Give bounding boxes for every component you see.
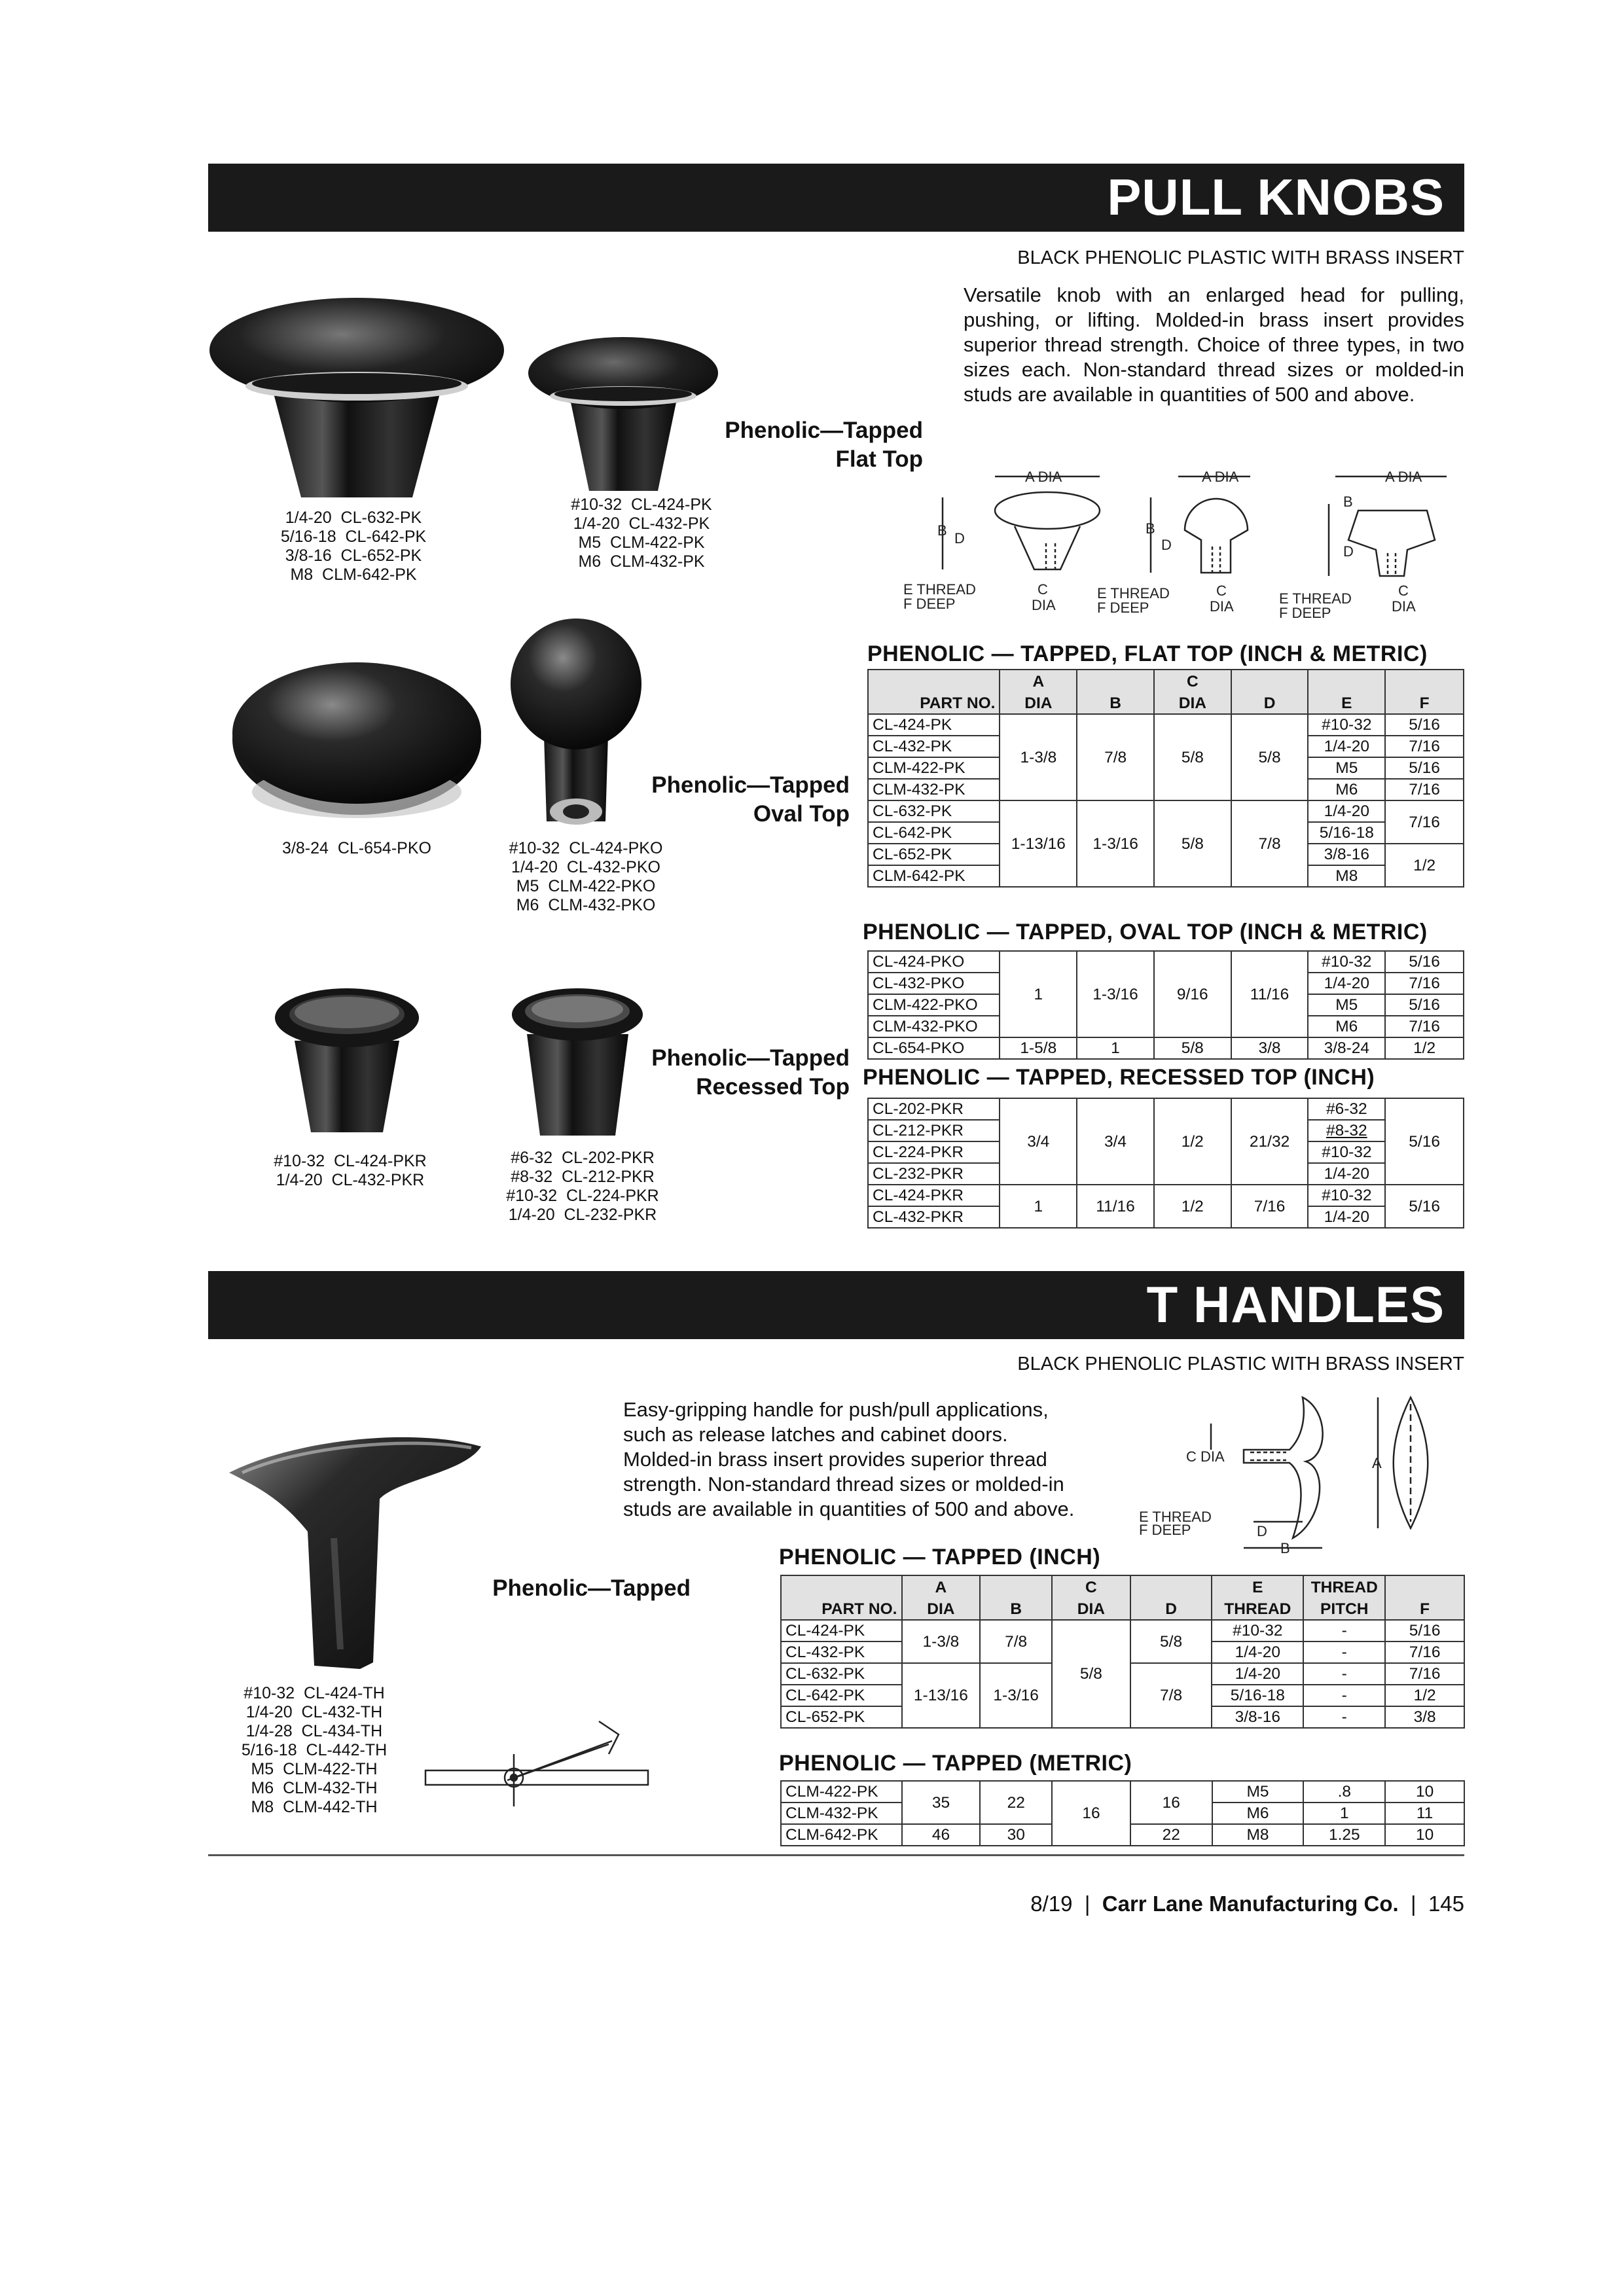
f-cell: 5/16 — [1385, 1620, 1464, 1641]
b-label: B — [1343, 493, 1353, 510]
b-label: B — [937, 522, 947, 539]
header-cell — [1385, 670, 1464, 692]
b-cell: 30 — [980, 1824, 1052, 1846]
dia-label: DIA — [1210, 598, 1234, 615]
part-number: CLM-432-PKO — [868, 1016, 1000, 1037]
e-cell: #10-32 — [1308, 714, 1385, 736]
a-label: A — [1372, 1455, 1382, 1471]
f-cell: 7/16 — [1385, 736, 1464, 757]
flat-top-caption — [687, 416, 923, 474]
product-description: Versatile knob with an enlarged head for pulling, pushing, or lifting. Molded-in brass insert provides superior thread strength. Choice of three types, in two sizes each. Non-standard thread sizes or molded-in studs are available in quantities of 500 and above. — [964, 283, 1464, 406]
table-row — [868, 951, 1464, 973]
page-footer — [1030, 1892, 1464, 1916]
pitch-cell: - — [1303, 1641, 1385, 1663]
page-number: 145 — [1428, 1892, 1464, 1916]
part-number: CL-202-PKR — [868, 1098, 1000, 1120]
b-cell: 3/4 — [1077, 1098, 1154, 1185]
header-cell: D — [1130, 1598, 1212, 1620]
section-title: T HANDLES — [1146, 1276, 1445, 1333]
header-row — [781, 1575, 1464, 1598]
dia-label: DIA — [1392, 598, 1416, 615]
pitch-cell: - — [1303, 1706, 1385, 1728]
part-number: CL-212-PKR — [868, 1120, 1000, 1141]
header-cell: B — [1077, 692, 1154, 714]
e-thread-label: E THREAD — [1097, 585, 1170, 601]
header-cell: PART NO. — [868, 692, 1000, 714]
f-cell: 10 — [1385, 1824, 1464, 1846]
flat-top-table-title: PHENOLIC — TAPPED, FLAT TOP (INCH & METRIC) — [867, 641, 1428, 666]
t-handle-metric-table-title: PHENOLIC — TAPPED (METRIC) — [779, 1751, 1132, 1776]
c-dia-cell: 5/8 — [1154, 1037, 1231, 1059]
t-handle-caption: Phenolic—Tapped — [492, 1575, 691, 1601]
header-cell: A — [902, 1575, 981, 1598]
header-cell: A — [1000, 670, 1077, 692]
f-cell: 7/16 — [1385, 1663, 1464, 1685]
part-number: CLM-432-PK — [781, 1803, 902, 1824]
e-cell: 3/8-16 — [1308, 844, 1385, 865]
footer-rule — [208, 1854, 1464, 1856]
pitch-cell: .8 — [1303, 1781, 1385, 1803]
header-cell: C — [1052, 1575, 1130, 1598]
e-thread-label: E THREAD — [1279, 590, 1352, 607]
a-dia-cell: 1 — [1000, 1185, 1077, 1228]
part-number: CL-642-PK — [868, 822, 1000, 844]
footer-separator: | — [1084, 1892, 1091, 1916]
t-handle-inch-table-title: PHENOLIC — TAPPED (INCH) — [779, 1545, 1101, 1570]
d-cell: 22 — [1130, 1824, 1212, 1846]
a-dia-cell: 3/4 — [1000, 1098, 1077, 1185]
e-cell: 1/4-20 — [1212, 1641, 1303, 1663]
f-cell: 3/8 — [1385, 1706, 1464, 1728]
recessed-top-large-part-list: #10-32 CL-424-PKR 1/4-20 CL-432-PKR — [274, 1152, 427, 1189]
dia-label: DIA — [1032, 597, 1056, 613]
e-cell: #10-32 — [1308, 1141, 1385, 1163]
part-number: CL-224-PKR — [868, 1141, 1000, 1163]
e-cell: 1/4-20 — [1308, 736, 1385, 757]
e-thread-label: E THREAD — [903, 581, 976, 598]
e-cell: M6 — [1308, 779, 1385, 800]
d-cell: 7/16 — [1231, 1185, 1308, 1228]
flat-top-diagram — [903, 469, 1100, 613]
pitch-cell: - — [1303, 1663, 1385, 1685]
table-row — [868, 1037, 1464, 1059]
caption-line-1: Phenolic—Tapped — [651, 1045, 850, 1071]
d-cell: 3/8 — [1231, 1037, 1308, 1059]
f-cell: 10 — [1385, 1781, 1464, 1803]
a-dia-cell: 1-3/8 — [1000, 714, 1077, 800]
table-row — [868, 1185, 1464, 1206]
e-cell: M6 — [1212, 1803, 1304, 1824]
part-number: CL-642-PK — [781, 1685, 902, 1706]
header-cell: F — [1385, 692, 1464, 714]
t-handle-photo — [216, 1401, 491, 1676]
caption-line-1: Phenolic—Tapped — [651, 772, 850, 798]
part-number: CL-424-PK — [781, 1620, 902, 1641]
pitch-cell: 1 — [1303, 1803, 1385, 1824]
f-cell: 1/2 — [1385, 1037, 1464, 1059]
a-dia-label: A DIA — [1025, 469, 1062, 485]
e-cell: #10-32 — [1212, 1620, 1303, 1641]
pitch-cell: 1.25 — [1303, 1824, 1385, 1846]
part-number: CLM-432-PK — [868, 779, 1000, 800]
e-cell: 1/4-20 — [1308, 800, 1385, 822]
c-dia-cell: 1/2 — [1154, 1098, 1231, 1185]
c-dia-cell: 5/8 — [1154, 800, 1231, 887]
flat-top-large-part-list: 1/4-20 CL-632-PK 5/16-18 CL-642-PK 3/8-16 CL-652-PK M8 CLM-642-PK — [280, 509, 427, 584]
part-number: CL-652-PK — [868, 844, 1000, 865]
header-cell: PART NO. — [781, 1598, 902, 1620]
c-dia-label: C DIA — [1186, 1448, 1225, 1465]
recessed-top-table-title: PHENOLIC — TAPPED, RECESSED TOP (INCH) — [863, 1065, 1375, 1090]
flat-top-knob-large-photo — [203, 288, 511, 504]
oval-top-diagram — [1097, 469, 1250, 616]
t-handle-dimension-diagram — [1139, 1384, 1466, 1561]
pull-knobs-banner — [208, 164, 1464, 232]
f-deep-label: F DEEP — [1139, 1522, 1191, 1538]
part-number: CL-652-PK — [781, 1706, 902, 1728]
part-number: CL-424-PKO — [868, 951, 1000, 973]
f-cell: 1/2 — [1385, 844, 1464, 887]
a-dia-cell: 1-3/8 — [902, 1620, 981, 1663]
c-label: C — [1038, 581, 1048, 598]
header-cell — [980, 1575, 1052, 1598]
b-cell: 1-3/16 — [1077, 800, 1154, 887]
header-cell — [1231, 670, 1308, 692]
e-cell: 1/4-20 — [1308, 973, 1385, 994]
oval-top-table-title: PHENOLIC — TAPPED, OVAL TOP (INCH & METRIC) — [863, 920, 1428, 944]
table-row — [781, 1620, 1464, 1641]
table-row — [868, 800, 1464, 822]
header-cell: THREAD — [1212, 1598, 1303, 1620]
d-cell: 11/16 — [1231, 951, 1308, 1037]
section-subtitle: BLACK PHENOLIC PLASTIC WITH BRASS INSERT — [1017, 1354, 1464, 1374]
b-cell: 1-3/16 — [1077, 951, 1154, 1037]
header-cell: D — [1231, 692, 1308, 714]
b-cell: 1-3/16 — [980, 1663, 1052, 1728]
c-dia-cell: 1/2 — [1154, 1185, 1231, 1228]
part-number: CLM-642-PK — [868, 865, 1000, 887]
e-cell: 1/4-20 — [1308, 1163, 1385, 1185]
recessed-top-caption — [589, 1044, 850, 1102]
part-number: CLM-422-PK — [781, 1781, 902, 1803]
header-cell: DIA — [1000, 692, 1077, 714]
header-cell: B — [980, 1598, 1052, 1620]
caption-line-2: Oval Top — [753, 801, 850, 827]
part-number: CL-632-PK — [781, 1663, 902, 1685]
flat-top-spec-table — [867, 669, 1464, 888]
e-cell: M5 — [1212, 1781, 1304, 1803]
e-cell: M6 — [1308, 1016, 1385, 1037]
f-cell: 7/16 — [1385, 779, 1464, 800]
d-cell: 5/8 — [1130, 1620, 1212, 1663]
header-cell: E — [1212, 1575, 1303, 1598]
header-cell: DIA — [1154, 692, 1231, 714]
part-number: CL-432-PKO — [868, 973, 1000, 994]
e-cell: 5/16-18 — [1308, 822, 1385, 844]
d-label: D — [954, 530, 965, 547]
header-cell — [1385, 1575, 1464, 1598]
f-cell: 7/16 — [1385, 1016, 1464, 1037]
header-cell: DIA — [1052, 1598, 1130, 1620]
t-handle-part-list: #10-32 CL-424-TH 1/4-20 CL-432-TH 1/4-28 CL-434-TH 5/16-18 CL-442-TH M5 CLM-422-TH M6 CLM-432-TH M8 CLM-442-TH — [241, 1684, 388, 1816]
e-cell: 5/16-18 — [1212, 1685, 1303, 1706]
f-deep-label: F DEEP — [1279, 605, 1331, 621]
part-number: CL-432-PK — [868, 736, 1000, 757]
header-cell: F — [1385, 1598, 1464, 1620]
pull-knob-dimension-diagrams — [903, 458, 1473, 628]
part-number: CL-432-PK — [781, 1641, 902, 1663]
header-cell — [781, 1575, 902, 1598]
part-number: CL-432-PKR — [868, 1206, 1000, 1228]
f-cell: 1/2 — [1385, 1685, 1464, 1706]
c-dia-cell: 5/8 — [1052, 1620, 1130, 1728]
d-cell: 7/8 — [1130, 1663, 1212, 1728]
footer-date: 8/19 — [1030, 1892, 1073, 1916]
part-number: CLM-422-PKO — [868, 994, 1000, 1016]
recessed-top-knob-large-photo — [272, 978, 422, 1136]
caption-line-1: Phenolic—Tapped — [725, 418, 923, 443]
a-dia-cell: 1 — [1000, 951, 1077, 1037]
pitch-cell: - — [1303, 1620, 1385, 1641]
d-cell: 16 — [1130, 1781, 1212, 1824]
f-cell: 11 — [1385, 1803, 1464, 1824]
recessed-top-spec-table — [867, 1098, 1464, 1229]
header-row — [868, 692, 1464, 714]
t-handle-metric-spec-table — [780, 1780, 1465, 1846]
part-number: CL-424-PK — [868, 714, 1000, 736]
footer-company: Carr Lane Manufacturing Co. — [1102, 1892, 1399, 1916]
b-cell: 22 — [980, 1781, 1052, 1824]
product-description: Easy-gripping handle for push/pull applications, such as release latches and cabinet doors. Molded-in brass insert provides superior thread strength. Non-standard thread sizes or molded-in studs are available in quantities of 500 and above. — [623, 1398, 1075, 1520]
f-cell: 5/16 — [1385, 1098, 1464, 1185]
f-cell: 5/16 — [1385, 1185, 1464, 1228]
part-number: CL-232-PKR — [868, 1163, 1000, 1185]
f-cell: 5/16 — [1385, 951, 1464, 973]
caption-line-2: Flat Top — [835, 446, 923, 472]
part-number: CLM-642-PK — [781, 1824, 902, 1846]
part-number: CL-632-PK — [868, 800, 1000, 822]
d-cell: 21/32 — [1231, 1098, 1308, 1185]
e-cell: #6-32 — [1308, 1098, 1385, 1120]
e-cell: M5 — [1308, 757, 1385, 779]
f-deep-label: F DEEP — [1097, 600, 1149, 616]
a-dia-label: A DIA — [1385, 469, 1422, 485]
oval-top-small-part-list: #10-32 CL-424-PKO 1/4-20 CL-432-PKO M5 CLM-422-PKO M6 CLM-432-PKO — [509, 839, 663, 914]
table-row — [781, 1781, 1464, 1803]
oval-top-caption — [615, 771, 850, 829]
a-dia-cell: 35 — [902, 1781, 981, 1824]
b-label: B — [1146, 520, 1155, 537]
e-cell: 1/4-20 — [1212, 1663, 1303, 1685]
d-label: D — [1343, 543, 1354, 560]
header-cell — [1130, 1575, 1212, 1598]
b-cell: 7/8 — [980, 1620, 1052, 1663]
recessed-top-small-part-list: #6-32 CL-202-PKR #8-32 CL-212-PKR #10-32 CL-224-PKR 1/4-20 CL-232-PKR — [506, 1149, 659, 1224]
caption-line-2: Recessed Top — [696, 1074, 850, 1100]
f-cell: 5/16 — [1385, 994, 1464, 1016]
d-label: D — [1257, 1523, 1267, 1539]
table-row — [868, 1098, 1464, 1120]
a-dia-label: A DIA — [1202, 469, 1239, 485]
table-row — [868, 714, 1464, 736]
header-cell — [1308, 670, 1385, 692]
f-cell: 5/16 — [1385, 714, 1464, 736]
e-cell: M8 — [1308, 865, 1385, 887]
section-title: PULL KNOBS — [1107, 168, 1445, 226]
t-handle-inch-spec-table — [780, 1575, 1465, 1729]
e-cell: #8-32 — [1308, 1120, 1385, 1141]
e-cell: M5 — [1308, 994, 1385, 1016]
header-cell: E — [1308, 692, 1385, 714]
e-cell: #10-32 — [1308, 1185, 1385, 1206]
e-cell: 1/4-20 — [1308, 1206, 1385, 1228]
f-cell: 7/16 — [1385, 800, 1464, 844]
e-thread-label: E THREAD — [1139, 1509, 1212, 1525]
a-dia-cell: 1-13/16 — [902, 1663, 981, 1728]
c-label: C — [1398, 583, 1409, 599]
f-cell: 5/16 — [1385, 757, 1464, 779]
header-cell: DIA — [902, 1598, 981, 1620]
header-row — [781, 1598, 1464, 1620]
header-row — [868, 670, 1464, 692]
b-cell: 1 — [1077, 1037, 1154, 1059]
c-dia-cell: 9/16 — [1154, 951, 1231, 1037]
part-number: CL-654-PKO — [868, 1037, 1000, 1059]
b-label: B — [1280, 1540, 1290, 1556]
c-dia-cell: 16 — [1052, 1781, 1130, 1846]
part-number: CLM-422-PK — [868, 757, 1000, 779]
oval-top-large-part-list: 3/8-24 CL-654-PKO — [282, 839, 431, 857]
d-label: D — [1161, 537, 1172, 553]
e-cell: M8 — [1212, 1824, 1304, 1846]
f-cell: 7/16 — [1385, 1641, 1464, 1663]
t-handles-banner — [208, 1271, 1464, 1339]
section-subtitle: BLACK PHENOLIC PLASTIC WITH BRASS INSERT — [1017, 247, 1464, 268]
t-handle-application-sketch — [422, 1708, 658, 1839]
a-dia-cell: 1-5/8 — [1000, 1037, 1077, 1059]
d-cell: 5/8 — [1231, 714, 1308, 800]
header-cell: PITCH — [1303, 1598, 1385, 1620]
c-label: C — [1216, 583, 1227, 599]
flat-top-small-part-list: #10-32 CL-424-PK 1/4-20 CL-432-PK M5 CLM-422-PK M6 CLM-432-PK — [571, 495, 712, 571]
header-cell: THREAD — [1303, 1575, 1385, 1598]
b-cell: 7/8 — [1077, 714, 1154, 800]
e-cell: 3/8-24 — [1308, 1037, 1385, 1059]
e-cell: #10-32 — [1308, 951, 1385, 973]
d-cell: 7/8 — [1231, 800, 1308, 887]
part-number: CL-424-PKR — [868, 1185, 1000, 1206]
f-deep-label: F DEEP — [903, 596, 956, 612]
c-dia-cell: 5/8 — [1154, 714, 1231, 800]
e-cell: 3/8-16 — [1212, 1706, 1303, 1728]
f-cell: 7/16 — [1385, 973, 1464, 994]
b-cell: 11/16 — [1077, 1185, 1154, 1228]
footer-separator: | — [1411, 1892, 1416, 1916]
recessed-top-diagram — [1279, 469, 1447, 621]
oval-top-knob-large-photo — [229, 655, 484, 825]
header-cell — [868, 670, 1000, 692]
header-cell — [1077, 670, 1154, 692]
a-dia-cell: 46 — [902, 1824, 981, 1846]
oval-top-spec-table — [867, 950, 1464, 1060]
pitch-cell: - — [1303, 1685, 1385, 1706]
a-dia-cell: 1-13/16 — [1000, 800, 1077, 887]
header-cell: C — [1154, 670, 1231, 692]
